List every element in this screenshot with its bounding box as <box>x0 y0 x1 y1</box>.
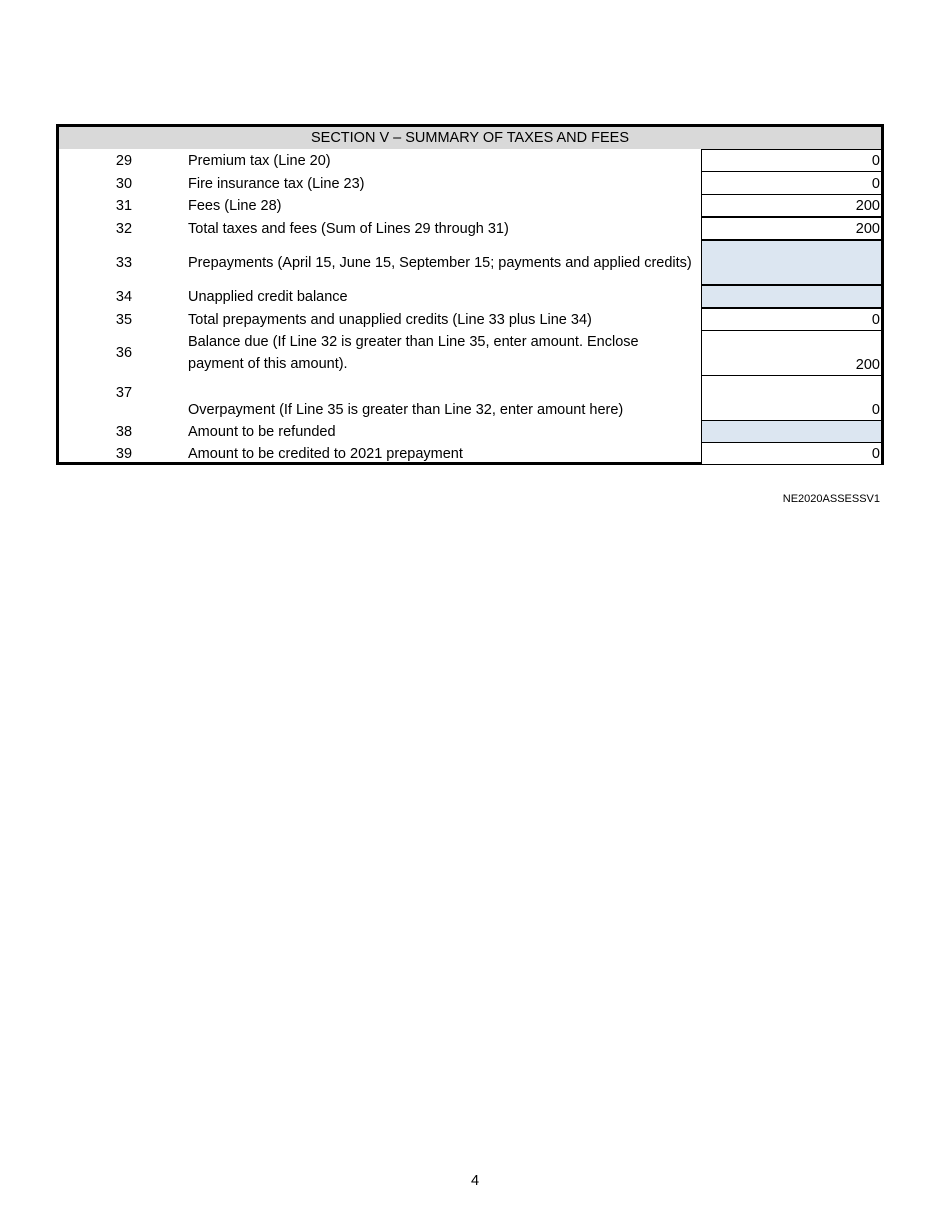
line-label: Fees (Line 28) <box>188 197 282 214</box>
amount-field-line-31[interactable]: 200 <box>701 194 882 217</box>
table-row <box>59 308 881 331</box>
line-number: 36 <box>115 345 133 361</box>
table-row <box>59 194 881 217</box>
table-row <box>59 149 881 172</box>
page-number: 4 <box>470 1173 480 1189</box>
line-label: Prepayments (April 15, June 15, September 15; payments and applied credits) <box>188 254 692 271</box>
line-label: Fire insurance tax (Line 23) <box>188 175 365 192</box>
table-row <box>59 240 881 285</box>
line-number: 32 <box>115 220 133 237</box>
line-number: 38 <box>115 423 133 440</box>
line-number: 31 <box>115 197 133 214</box>
line-label: Total prepayments and unapplied credits (Line 33 plus Line 34) <box>188 311 592 328</box>
amount-field-line-38[interactable] <box>701 420 882 443</box>
amount-field-line-37[interactable]: 0 <box>701 375 882 421</box>
table-row <box>59 375 881 421</box>
amount-field-line-30[interactable]: 0 <box>701 172 882 195</box>
table-row <box>59 285 881 308</box>
table-row <box>59 420 881 443</box>
line-number: 33 <box>115 254 133 271</box>
line-label: Overpayment (If Line 35 is greater than Line 32, enter amount here) <box>188 402 624 418</box>
line-label: Balance due (If Line 32 is greater than Line 35, enter amount. Enclose payment of this amount). <box>188 334 639 372</box>
amount-field-line-34[interactable] <box>701 285 882 308</box>
line-number: 34 <box>115 288 133 305</box>
amount-field-line-35[interactable]: 0 <box>701 308 882 331</box>
line-number: 29 <box>115 152 133 169</box>
line-number: 30 <box>115 175 133 192</box>
line-label: Amount to be credited to 2021 prepayment <box>188 445 463 462</box>
table-row <box>59 330 881 376</box>
amount-field-line-33[interactable] <box>701 240 882 285</box>
line-number: 37 <box>115 385 133 401</box>
line-number: 35 <box>115 311 133 328</box>
table-row <box>59 442 881 465</box>
line-label: Total taxes and fees (Sum of Lines 29 through 31) <box>188 220 509 237</box>
section-title: SECTION V – SUMMARY OF TAXES AND FEES <box>59 127 881 149</box>
amount-field-line-36[interactable]: 200 <box>701 330 882 376</box>
line-number: 39 <box>115 445 133 462</box>
form-identifier: NE2020ASSESSV1 <box>782 493 880 505</box>
amount-field-line-39[interactable]: 0 <box>701 442 882 465</box>
line-label: Amount to be refunded <box>188 423 336 440</box>
line-label: Unapplied credit balance <box>188 288 348 305</box>
amount-field-line-29[interactable]: 0 <box>701 149 882 172</box>
table-row <box>59 172 881 195</box>
line-label: Premium tax (Line 20) <box>188 152 331 169</box>
amount-field-line-32[interactable]: 200 <box>701 217 882 240</box>
table-row <box>59 217 881 240</box>
summary-section <box>56 124 884 465</box>
